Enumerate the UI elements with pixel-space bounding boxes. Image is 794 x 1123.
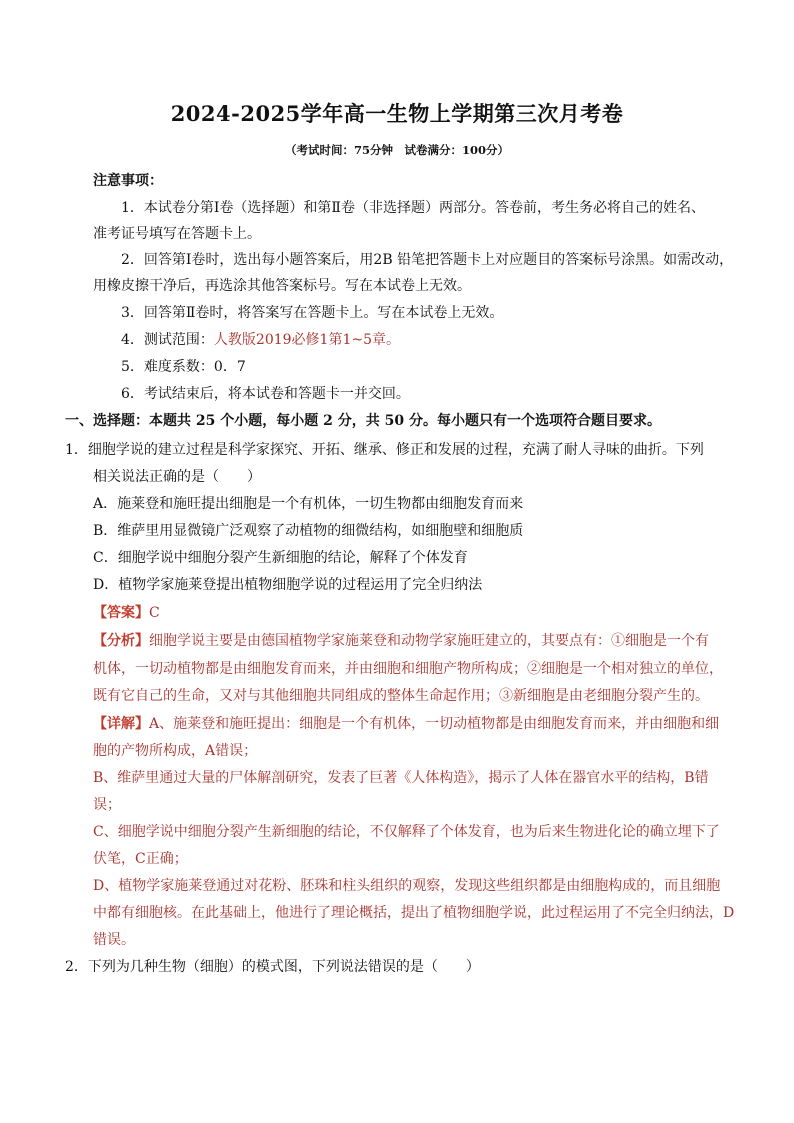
notice-heading: 注意事项：: [93, 173, 163, 189]
scope-label: 4．测试范围：: [121, 332, 214, 348]
scope-value: 人教版2019必修1第1~5章。: [213, 332, 401, 348]
notice-item: 2．回答第Ⅰ卷时，选出每小题答案后，用2B 铅笔把答题卡上对应题目的答案标号涂黑。如需改动，: [121, 252, 734, 268]
q1-detail-line: C、细胞学说中细胞分裂产生新细胞的结论，不仅解释了个体发育，也为后来生物进化论的确立埋下了: [93, 824, 720, 840]
q1-detail-line: B、维萨里通过大量的尸体解剖研究，发表了巨著《人体构造》，揭示了人体在器官水平的结构，B错: [93, 770, 709, 786]
notice-item: 用橡皮擦干净后，再选涂其他答案标号。写在本试卷上无效。: [93, 278, 471, 294]
q1-stem: 相关说法正确的是（ ）: [93, 469, 261, 485]
q1-detail-line: D、植物学家施莱登通过对花粉、胚珠和柱头组织的观察，发现这些组织都是由细胞构成的，而且细胞: [93, 878, 721, 894]
notice-item: 准考证号填写在答题卡上。: [93, 226, 261, 242]
detail-tag: 【详解】: [93, 716, 149, 732]
q1-detail-line: 胞的产物所构成，A错误；: [93, 743, 258, 759]
q1-stem: 1．细胞学说的建立过程是科学家探究、开拓、继承、修正和发展的过程，充满了耐人寻味的曲折。下列: [65, 442, 704, 458]
analysis-tag: 【分析】: [93, 633, 149, 649]
q1-analysis: [93, 631, 709, 651]
q1-detail-line: 伏笔，C正确；: [93, 851, 188, 867]
q1-option-d: D．植物学家施莱登提出植物细胞学说的过程运用了完全归纳法: [93, 577, 483, 593]
answer-tag: 【答案】: [93, 605, 149, 621]
exam-title: 2024-2025学年高一生物上学期第三次月考卷: [170, 101, 624, 126]
q1-analysis-line: 机体，一切动植物都是由细胞发育而来，并由细胞和细胞产物所构成；②细胞是一个相对独立的单位，: [93, 661, 723, 677]
q1-option-a: A．施莱登和施旺提出细胞是一个有机体，一切生物都由细胞发育而来: [93, 496, 524, 512]
q1-answer: [93, 603, 160, 623]
detail-text: A、施莱登和施旺提出：细胞是一个有机体，一切动植物都是由细胞发育而来，并由细胞和细: [149, 716, 720, 732]
notice-item-scope: [121, 330, 400, 350]
analysis-text: 细胞学说主要是由德国植物学家施莱登和动物学家施旺建立的，其要点有：①细胞是一个有: [149, 633, 709, 649]
notice-item: 6．考试结束后，将本试卷和答题卡一并交回。: [121, 386, 410, 402]
q2-stem: 2．下列为几种生物（细胞）的模式图，下列说法错误的是（ ）: [65, 959, 480, 975]
notice-item: 1．本试卷分第Ⅰ卷（选择题）和第Ⅱ卷（非选择题）两部分。答卷前，考生务必将自己的姓名、: [121, 200, 705, 216]
answer-value: C: [149, 605, 160, 621]
section-heading: 一、选择题：本题共 25 个小题，每小题 2 分，共 50 分。每小题只有一个选项符合题目要求。: [65, 413, 661, 429]
q1-detail-line: 中都有细胞核。在此基础上，他进行了理论概括，提出了植物细胞学说，此过程运用了不完全归纳法，D: [93, 905, 735, 921]
exam-subtitle: （考试时间：75分钟 试卷满分：100分）: [284, 143, 509, 157]
q1-detail: [93, 714, 719, 734]
notice-item: 3．回答第Ⅱ卷时，将答案写在答题卡上。写在本试卷上无效。: [121, 305, 504, 321]
q1-analysis-line: 既有它自己的生命，又对与其他细胞共同组成的整体生命起作用；③新细胞是由老细胞分裂产生的。: [93, 688, 709, 704]
q1-option-c: C．细胞学说中细胞分裂产生新细胞的结论，解释了个体发育: [93, 550, 468, 566]
q1-detail-line: 错误。: [93, 932, 135, 948]
notice-item: 5．难度系数：0．7: [121, 359, 246, 375]
q1-detail-line: 误；: [93, 797, 121, 813]
q1-option-b: B．维萨里用显微镜广泛观察了动植物的细微结构，如细胞壁和细胞质: [93, 523, 524, 539]
